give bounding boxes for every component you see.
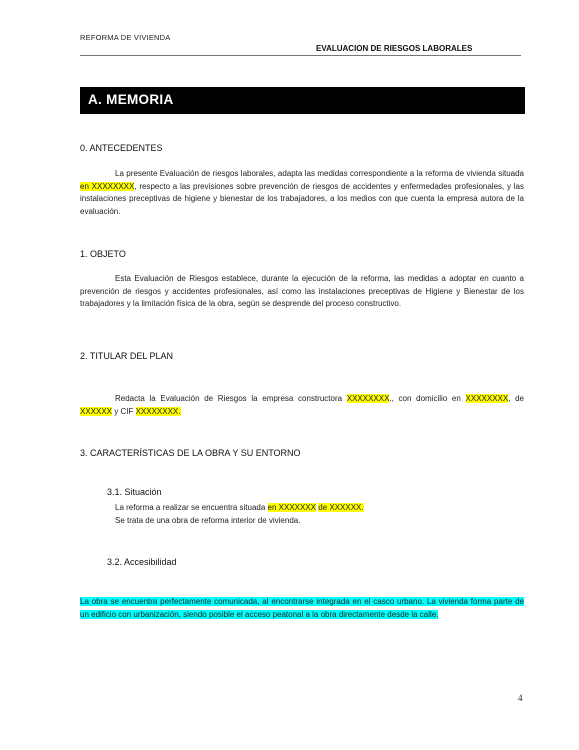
heading-antecedentes: 0. ANTECEDENTES: [80, 143, 163, 153]
antecedentes-text-1: La presente Evaluación de riesgos laborales, adapta las medidas correspondiente a la reforma de vivienda situada: [115, 169, 524, 178]
titular-highlight-2: XXXXXXXX: [465, 394, 509, 403]
section-banner: [80, 87, 525, 114]
heading-caracteristicas: 3. CARACTERÍSTICAS DE LA OBRA Y SU ENTORNO: [80, 448, 301, 458]
antecedentes-text-2: , respecto a las previsiones sobre prevención de riesgos de accidentes y enfermedades profesionales, y las instalaciones preceptivas de higiene y bienestar de los trabajadores, a los medios con que cuenta la empresa autora de la evaluación.: [80, 181, 525, 216]
page-header-left: REFORMA DE VIVIENDA: [80, 33, 171, 42]
situacion-highlight-1: en XXXXXXX: [267, 503, 317, 512]
titular-highlight-4: XXXXXXXX.: [135, 406, 181, 416]
paragraph-accesibilidad: [80, 596, 524, 621]
paragraph-antecedentes: [80, 168, 524, 218]
paragraph-situacion: [115, 502, 524, 527]
heading-titular: 2. TITULAR DEL PLAN: [80, 351, 174, 361]
paragraph-objeto: [80, 273, 524, 311]
titular-text-4: y CIF: [112, 406, 136, 416]
antecedentes-highlight: en XXXXXXXX: [80, 181, 135, 191]
accesibilidad-text: La obra se encuentra perfectamente comunicada, al encontrarse integrada en el casco urbano. La vivienda forma parte de un edificio con urbanización, siendo posible el acceso peatonal a la obra directamente desde la calle.: [80, 597, 524, 619]
titular-highlight-3: XXXXXX: [80, 406, 113, 416]
titular-text-3: , de: [508, 394, 524, 403]
header-rule: [80, 55, 521, 56]
objeto-text: Esta Evaluación de Riesgos establece, durante la ejecución de la reforma, las medidas a adoptar en cuanto a prevención de riesgos y accidentes profesionales, así como las instalaciones preceptivas de Higiene y Bienestar de los trabajadores y la limitación física de la obra, según se desprende del proceso constructivo.: [80, 274, 524, 309]
subheading-accesibilidad: 3.2. Accesibilidad: [107, 557, 177, 567]
situacion-highlight-2: de XXXXXX.: [318, 503, 364, 512]
page-header-right: EVALUACION DE RIESGOS LABORALES: [316, 44, 473, 53]
situacion-line-2: Se trata de una obra de reforma interior de vivienda.: [115, 515, 301, 525]
titular-text-1: Redacta la Evaluación de Riesgos la empresa constructora: [115, 394, 347, 403]
situacion-text-1: La reforma a realizar se encuentra situada: [115, 503, 268, 512]
titular-highlight-1: XXXXXXXX: [346, 394, 390, 403]
heading-objeto: 1. OBJETO: [80, 249, 126, 259]
page-number: 4: [518, 693, 523, 703]
banner-title: A. MEMORIA: [88, 92, 174, 107]
titular-text-2: ., con domicilio en: [389, 394, 466, 403]
paragraph-titular: [80, 393, 524, 418]
subheading-situacion: 3.1. Situación: [107, 487, 162, 497]
